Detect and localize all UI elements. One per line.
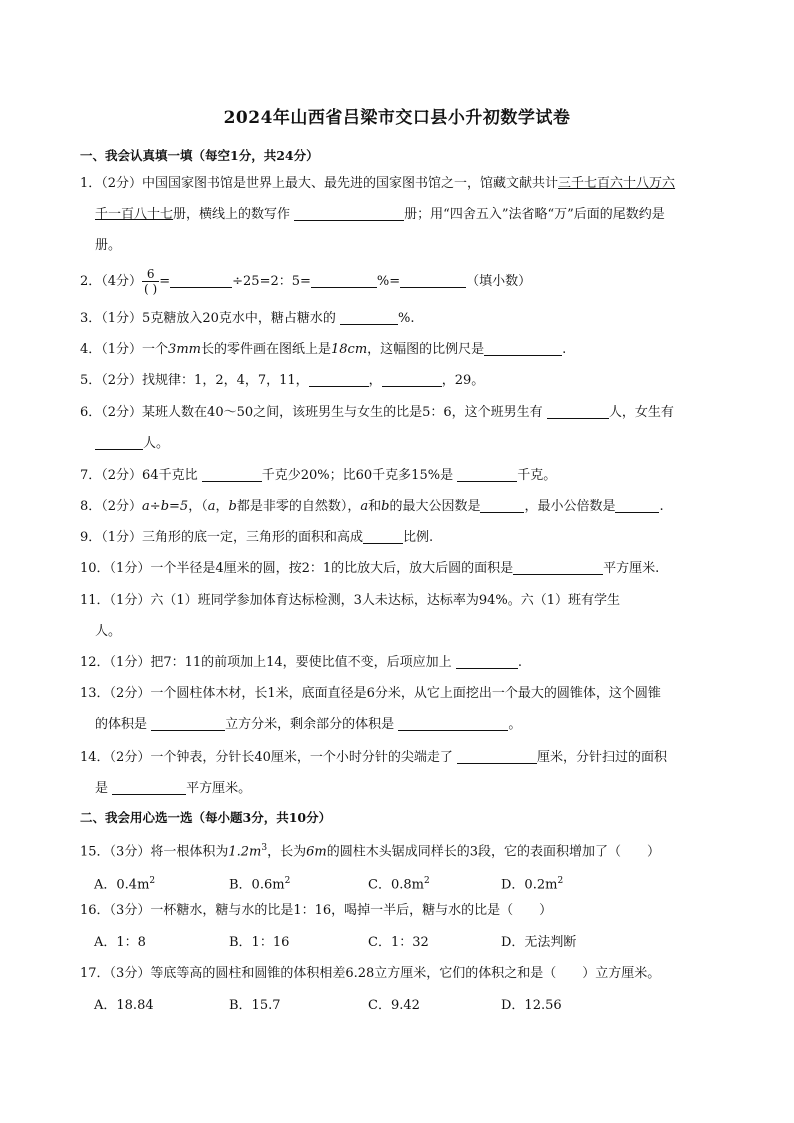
option-b[interactable]: B．1：16 [229, 935, 290, 950]
math-expression: a÷b=5 [142, 499, 189, 514]
question-text: 千克。 [517, 468, 557, 483]
question-text: 册；用“四舍五入”法省略“万”后面的尾数约是 [404, 207, 665, 222]
underlined-number-text: 千一百八十七 [95, 207, 174, 222]
question-text: 。 [508, 717, 522, 732]
question-8 [80, 491, 720, 522]
math-variable: b [381, 499, 390, 514]
question-text: 6．（2分）某班人数在40～50之间，该班男生与女生的比是5：6，这个班男生有 [80, 405, 543, 420]
question-11-line-2 [95, 616, 121, 647]
question-text: . [517, 655, 522, 670]
option-d[interactable]: D．12.56 [501, 998, 562, 1013]
answer-blank[interactable] [400, 273, 466, 288]
question-text: ，最小公倍数是 [524, 499, 616, 514]
option-a[interactable] [94, 871, 155, 895]
question-text: ，29。 [441, 373, 485, 388]
question-text: ，这幅图的比例尺是 [367, 342, 485, 357]
question-text: 平方厘米. [603, 561, 660, 576]
question-text: 17．（3分）等底等高的圆柱和圆锥的体积相差6.28立方厘米，它们的体积之和是（ ）立方厘米。 [80, 966, 661, 981]
question-text: 厘米，分针扫过的面积 [537, 750, 668, 765]
question-text: 的体积是 [95, 717, 148, 732]
question-text: ，长为 [267, 844, 307, 860]
question-text: 2．（4分） [80, 274, 143, 289]
fraction-numerator: 6 [142, 267, 159, 282]
question-7 [80, 460, 720, 491]
question-text: 15．（3分）将一根体积为 [80, 844, 229, 860]
question-text: （填小数） [466, 274, 532, 289]
math-term: 1.2m [228, 844, 262, 860]
answer-blank[interactable] [484, 341, 562, 356]
question-3 [80, 303, 720, 334]
answer-blank[interactable] [151, 716, 225, 731]
question-text: ，（ [188, 499, 208, 514]
math-term: 3mm [168, 342, 201, 357]
fraction [142, 267, 159, 296]
question-text: 的圆柱木头锯成同样长的3段，它的表面积增加了（ ） [326, 844, 660, 860]
answer-blank[interactable] [170, 273, 232, 288]
answer-blank[interactable] [513, 560, 603, 575]
question-text: 立方分米，剩余部分的体积是 [225, 717, 395, 732]
question-text: ÷25=2：5= [232, 274, 311, 289]
question-text: 7．（2分）64千克比 [80, 468, 198, 483]
answer-blank[interactable] [202, 467, 262, 482]
question-text: 平方厘米。 [186, 781, 252, 796]
question-text: 千克少20%；比60千克多15%是 [261, 468, 454, 483]
question-text: . [562, 342, 567, 357]
question-text: 11．（1分）六（1）班同学参加体育达标检测，3人未达标，达标率为94%。六（1）班有学生 [80, 593, 621, 608]
question-text: 人。 [143, 436, 170, 451]
question-12 [80, 647, 720, 678]
option-b[interactable] [229, 871, 290, 895]
question-1 [80, 168, 720, 199]
answer-blank[interactable] [456, 654, 518, 669]
question-1-line-2 [95, 199, 665, 230]
underlined-number-text: 三千七百六十八万六 [558, 176, 676, 191]
answer-blank[interactable] [547, 404, 609, 419]
math-term: 6m [306, 844, 327, 860]
answer-blank[interactable] [340, 310, 398, 325]
question-text: 长的零件画在图纸上是 [200, 342, 331, 357]
option-a[interactable]: A．18.84 [94, 998, 154, 1013]
question-16 [80, 895, 720, 926]
answer-blank[interactable] [95, 435, 143, 450]
question-14 [80, 742, 720, 773]
answer-blank[interactable] [112, 780, 186, 795]
question-5 [80, 365, 720, 396]
question-1-line-3 [95, 230, 121, 261]
superscript: 3 [261, 843, 268, 853]
option-c[interactable] [368, 871, 430, 895]
question-15 [80, 833, 720, 867]
option-c[interactable]: C．9.42 [368, 998, 420, 1013]
question-text: 的最大公因数是 [389, 499, 481, 514]
question-text: %= [376, 274, 401, 289]
question-text: ， [368, 373, 382, 388]
question-text: 14．（2分）一个钟表，分针长40厘米，一个小时分针的尖端走了 [80, 750, 453, 765]
answer-blank[interactable] [382, 372, 442, 387]
question-text: 8．（2分） [80, 499, 143, 514]
question-13 [80, 678, 720, 709]
question-text: 册，横线上的数写作 [173, 207, 291, 222]
question-text: 册。 [95, 238, 122, 253]
option-c[interactable]: C．1：32 [368, 935, 429, 950]
question-text: %. [398, 311, 415, 326]
answer-blank[interactable] [615, 498, 659, 513]
option-b[interactable]: B．15.7 [229, 998, 281, 1013]
question-text: 人。 [95, 624, 122, 639]
question-14-line-2 [95, 773, 251, 804]
question-13-line-2 [95, 709, 521, 740]
question-6-line-2 [95, 428, 169, 459]
math-variable: a [207, 499, 216, 514]
question-text: 和 [368, 499, 382, 514]
question-text: 比例. [403, 530, 434, 545]
question-text: 10．（1分）一个半径是4厘米的圆，按2：1的比放大后，放大后圆的面积是 [80, 561, 514, 576]
option-d[interactable] [501, 871, 563, 895]
superscript: 2 [423, 876, 430, 886]
question-text: 16．（3分）一杯糖水，糖与水的比是1：16，喝掉一半后，糖与水的比是（ ） [80, 903, 553, 918]
question-text: 都是非零的自然数）， [236, 499, 361, 514]
superscript: 2 [149, 876, 156, 886]
math-variable: b [228, 499, 237, 514]
section-heading-fill-in: 一、我会认真填一填（每空1分，共24分） [80, 148, 319, 163]
option-label: C．0.8m [368, 877, 424, 893]
question-text: 5．（2分）找规律：1，2，4，7，11， [80, 373, 309, 388]
answer-blank[interactable] [294, 206, 404, 221]
fraction-denominator: ( ) [144, 282, 158, 296]
question-text: 是 [95, 781, 109, 796]
answer-blank[interactable] [457, 467, 517, 482]
section-heading-multiple-choice: 二、我会用心选一选（每小题3分，共10分） [80, 810, 332, 825]
page-title: 2024年山西省吕梁市交口县小升初数学试卷 [223, 108, 571, 128]
question-text: ， [215, 499, 229, 514]
option-label: B．0.6m [229, 877, 285, 893]
answer-blank[interactable] [311, 273, 377, 288]
answer-blank[interactable] [398, 716, 508, 731]
answer-blank[interactable] [309, 372, 369, 387]
question-10 [80, 553, 720, 584]
question-text: = [159, 274, 171, 289]
question-17 [80, 958, 720, 989]
question-text: 人，女生有 [608, 405, 674, 420]
option-label: D．0.2m [501, 877, 558, 893]
question-4 [80, 334, 720, 365]
question-6 [80, 397, 720, 428]
option-a[interactable]: A．1：8 [94, 935, 146, 950]
math-term: 18cm [331, 342, 368, 357]
question-text: 13．（2分）一个圆柱体木材，长1米，底面直径是6分米，从它上面挖出一个最大的圆锥体，这个圆锥 [80, 686, 661, 701]
question-11 [80, 585, 720, 616]
option-label: A．0.4m [94, 877, 150, 893]
question-text: . [659, 499, 664, 514]
answer-blank[interactable] [363, 529, 403, 544]
question-text: 9．（1分）三角形的底一定，三角形的面积和高成 [80, 530, 364, 545]
superscript: 2 [557, 876, 564, 886]
option-d[interactable]: D．无法判断 [501, 935, 577, 950]
question-text: 12．（1分）把7：11的前项加上14，要使比值不变，后项应加上 [80, 655, 452, 670]
answer-blank[interactable] [457, 749, 537, 764]
question-2 [80, 266, 720, 297]
question-text: 4．（1分）一个 [80, 342, 169, 357]
question-9 [80, 522, 720, 553]
question-text: 3．（1分）5克糖放入20克水中，糖占糖水的 [80, 311, 336, 326]
superscript: 2 [284, 876, 291, 886]
answer-blank[interactable] [480, 498, 524, 513]
math-variable: a [360, 499, 369, 514]
question-text: 1．（2分）中国国家图书馆是世界上最大、最先进的国家图书馆之一，馆藏文献共计 [80, 176, 559, 191]
